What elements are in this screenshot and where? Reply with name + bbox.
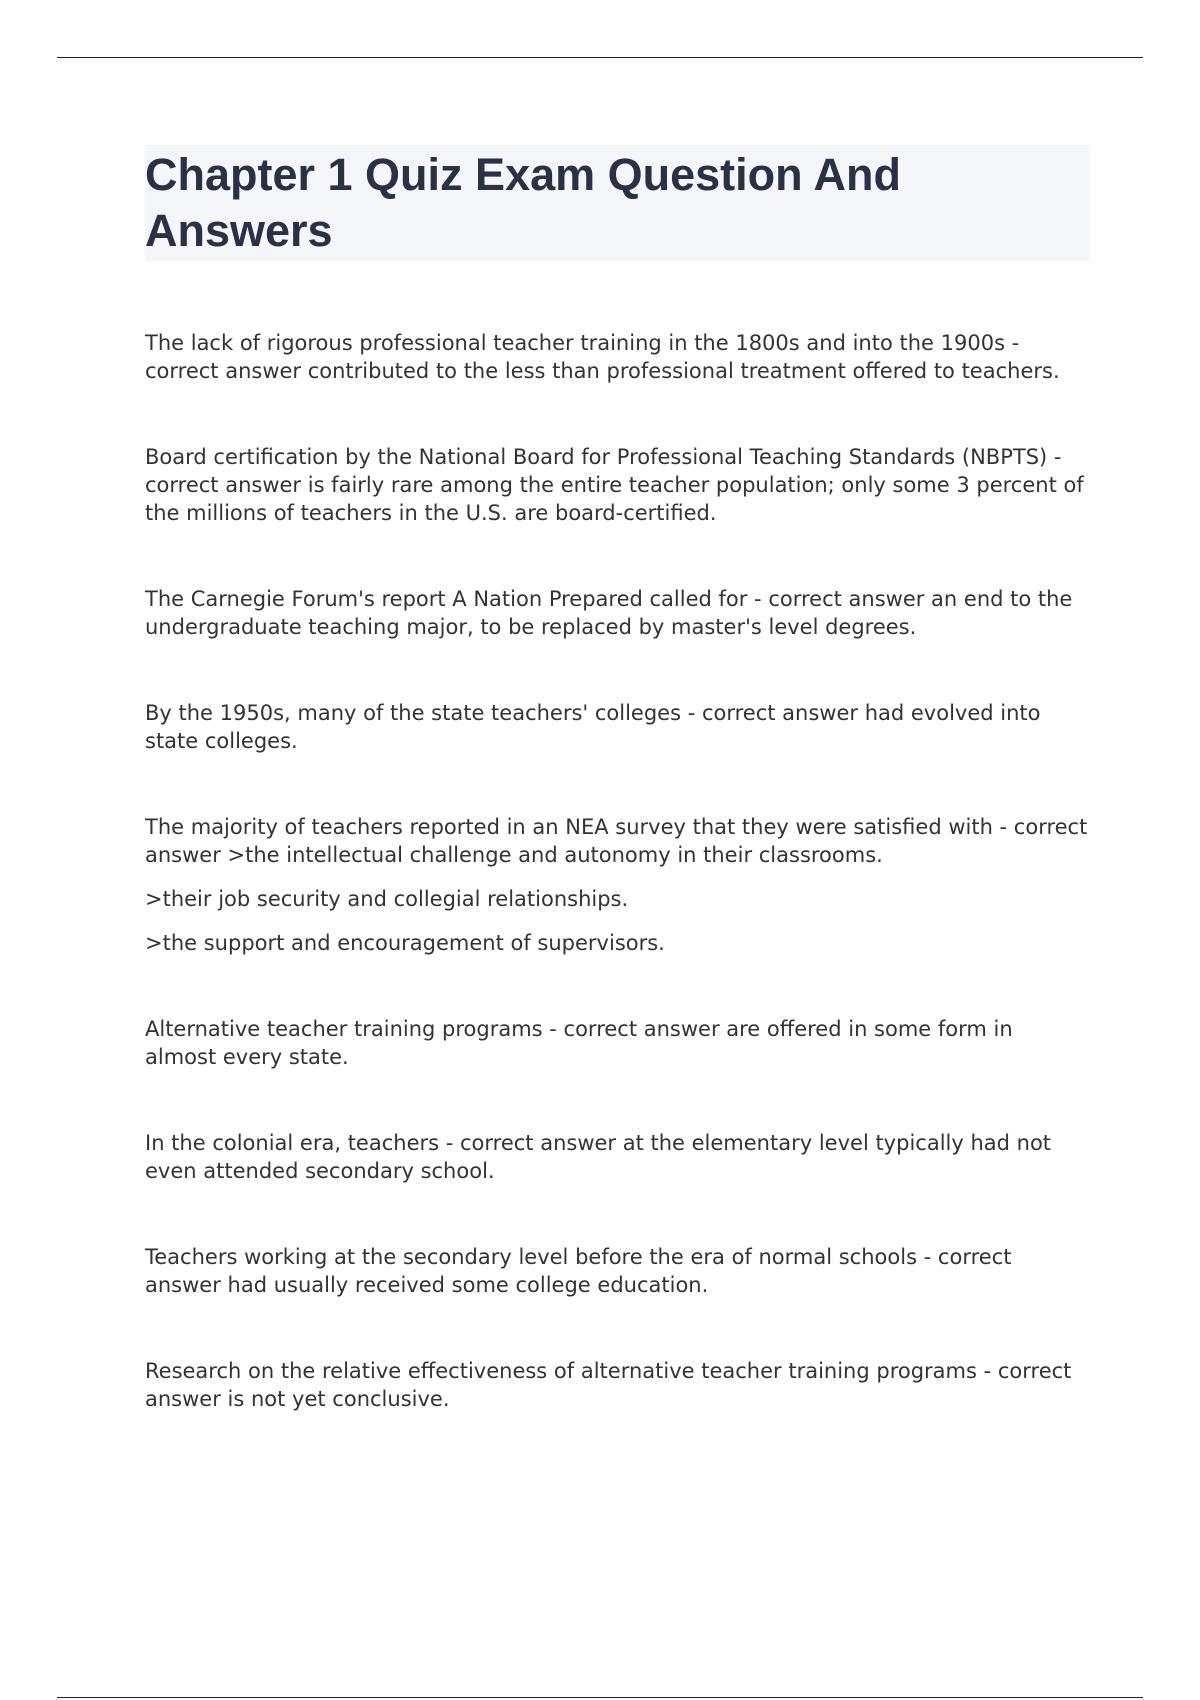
qa-item [145, 699, 1090, 755]
qa-item [145, 1357, 1090, 1413]
title-banner [145, 145, 1090, 261]
qa-text: The lack of rigorous professional teacher training in the 1800s and into the 1900s - correct answer contributed to the less than professional treatment offered to teachers. [145, 331, 1060, 383]
qa-item [145, 1129, 1090, 1185]
document-body [145, 145, 1090, 1471]
qa-text: By the 1950s, many of the state teachers' colleges - correct answer had evolved into state colleges. [145, 701, 1041, 753]
qa-text: The Carnegie Forum's report A Nation Prepared called for - correct answer an end to the undergraduate teaching major, to be replaced by master's level degrees. [145, 587, 1073, 639]
qa-item [145, 585, 1090, 641]
qa-text: Teachers working at the secondary level before the era of normal schools - correct answer had usually received some college education. [145, 1245, 1012, 1297]
top-divider [57, 57, 1143, 58]
qa-extra-line: >their job security and collegial relationships. [145, 887, 629, 911]
qa-extra-line: >the support and encouragement of supervisors. [145, 931, 665, 955]
qa-text: Research on the relative effectiveness of alternative teacher training programs - correct answer is not yet conclusive. [145, 1359, 1072, 1411]
qa-item [145, 329, 1090, 385]
qa-text: In the colonial era, teachers - correct answer at the elementary level typically had not even attended secondary school. [145, 1131, 1052, 1183]
qa-text: Alternative teacher training programs - correct answer are offered in some form in almost every state. [145, 1017, 1013, 1069]
qa-list [145, 329, 1090, 1413]
qa-text: The majority of teachers reported in an NEA survey that they were satisfied with - correct answer >the intellectual challenge and autonomy in their classrooms. [145, 815, 1088, 867]
qa-item [145, 1243, 1090, 1299]
qa-item [145, 443, 1090, 527]
qa-item [145, 813, 1090, 957]
page-title: Chapter 1 Quiz Exam Question And Answers [145, 149, 901, 256]
qa-text: Board certification by the National Board for Professional Teaching Standards (NBPTS) - correct answer is fairly rare among the entire teacher population; only some 3 percent of the millions of teachers in the U.S. are board-certified. [145, 445, 1084, 525]
qa-item [145, 1015, 1090, 1071]
bottom-divider [57, 1697, 1143, 1698]
